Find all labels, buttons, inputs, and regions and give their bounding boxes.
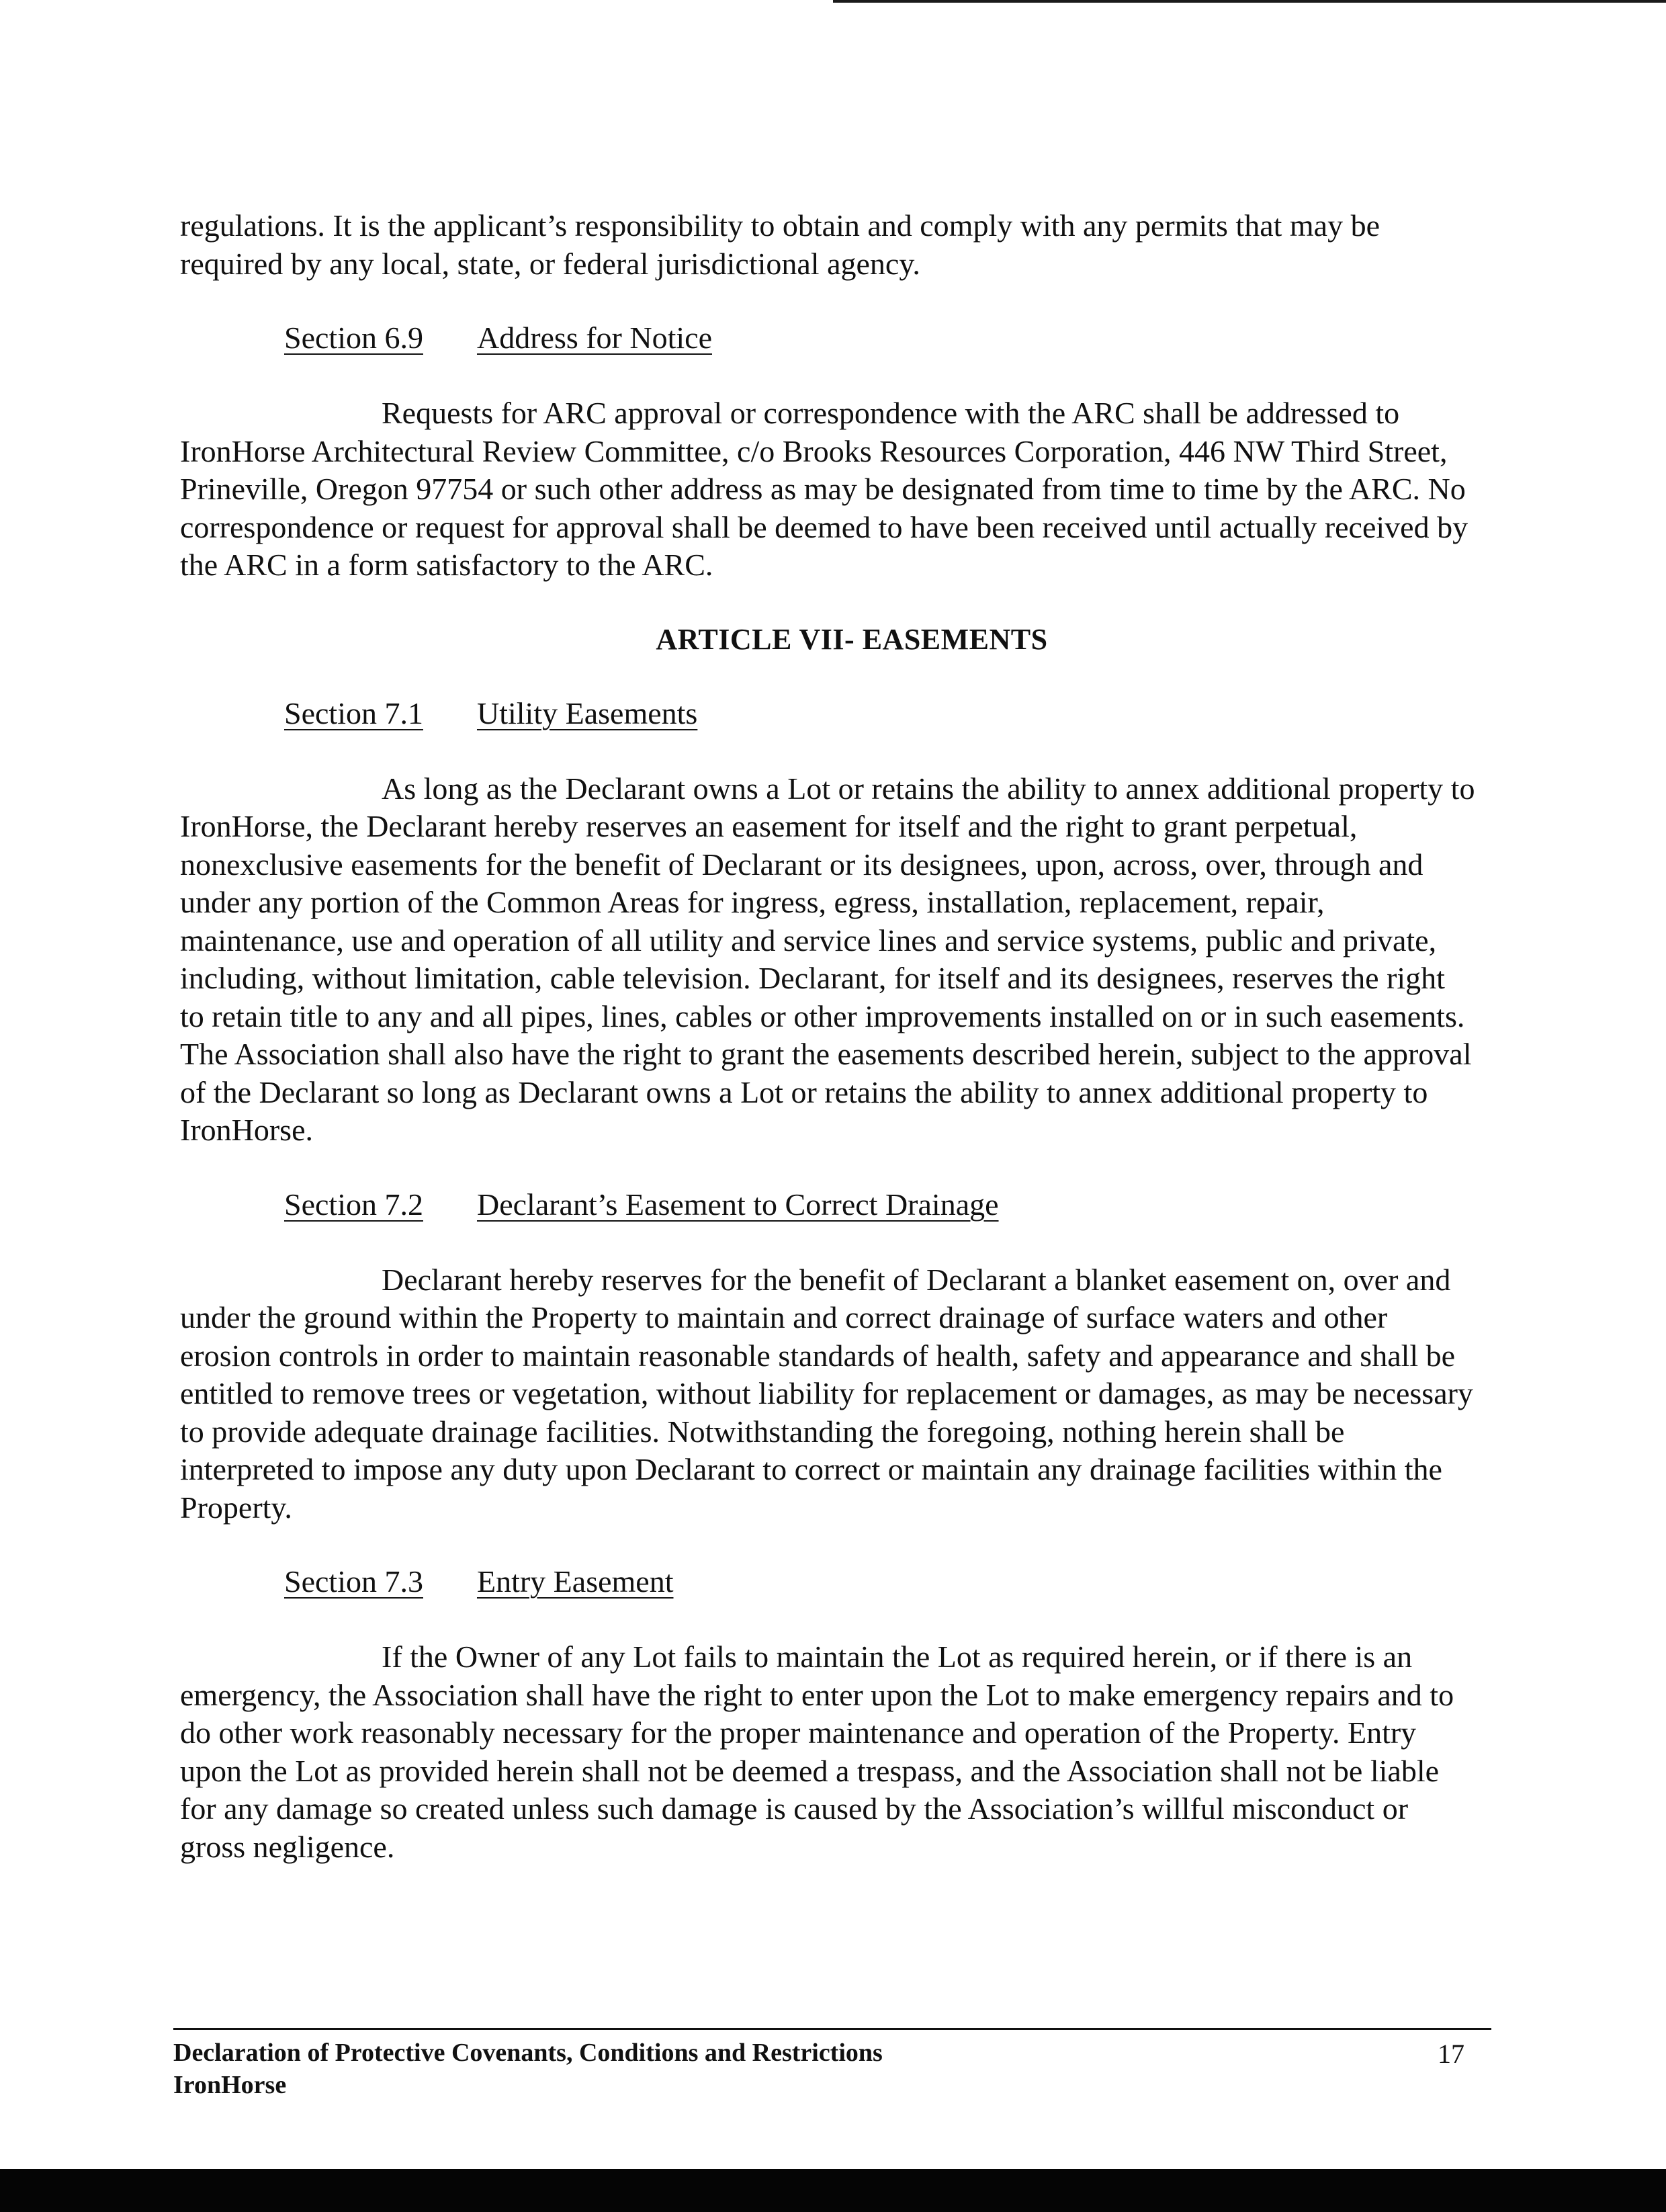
section-6-9-heading <box>180 319 1477 357</box>
section-number: Section 6.9 <box>284 321 423 355</box>
footer-community-name: IronHorse <box>173 2071 287 2099</box>
section-number: Section 7.2 <box>284 1187 423 1222</box>
section-7-2-heading <box>180 1186 1477 1224</box>
scan-bottom-edge <box>0 2169 1666 2212</box>
page-number: 17 <box>1438 2039 1464 2069</box>
section-title: Utility Easements <box>476 695 698 730</box>
section-7-3-heading <box>180 1563 1477 1601</box>
page-footer <box>173 2028 1491 2101</box>
section-7-2-body: Declarant hereby reserves for the benefit of Declarant a blanket easement on, over and under the ground within the Property to maintain and correct drainage of surface waters and other erosion controls in order to maintain reasonable standards of health, safety and appearance and shall be entitled to remove trees or vegetation, without liability for replacement or damages, as may be necessary to provide adequate drainage facilities. Notwithstanding the foregoing, nothing herein shall be interpreted to impose any duty upon Declarant to correct or maintain any drainage facilities within the Property. <box>180 1262 1473 1525</box>
section-7-3-body: If the Owner of any Lot fails to maintain the Lot as required herein, or if there is an emergency, the Association shall have the right to enter upon the Lot to make emergency repairs and to do other work reasonably necessary for the proper maintenance and operation of the Property. Entry upon the Lot as provided herein shall not be deemed a trespass, and the Association shall not be liable for any damage so created unless such damage is caused by the Association’s willful misconduct or gross negligence. <box>180 1640 1454 1864</box>
section-title: Address for Notice <box>476 321 712 355</box>
footer-document-title: Declaration of Protective Covenants, Conditions and Restrictions <box>173 2039 883 2067</box>
intro-paragraph: regulations. It is the applicant’s responsibility to obtain and comply with any permits that may be required by any local, state, or federal jurisdictional agency. <box>180 208 1380 281</box>
document-body <box>180 207 1477 1866</box>
section-7-1-body: As long as the Declarant owns a Lot or retains the ability to annex additional property to IronHorse, the Declarant hereby reserves an easement for itself and the right to grant perpetual, nonexclusive easements for the benefit of Declarant or its designees, upon, across, over, through and under any portion of the Common Areas for ingress, egress, installation, replacement, repair, maintenance, use and operation of all utility and service lines and service systems, public and private, including, without limitation, cable television. Declarant, for itself and its designees, reserves the right to retain title to any and all pipes, lines, cables or other improvements installed on or in such easements. The Association shall also have the right to grant the easements described herein, subject to the approval of the Declarant so long as Declarant owns a Lot or retains the ability to annex additional property to IronHorse. <box>180 771 1475 1147</box>
section-6-9-body: Requests for ARC approval or correspondence with the ARC shall be addressed to IronHorse Architectural Review Committee, c/o Brooks Resources Corporation, 446 NW Third Street, Prineville, Oregon 97754 or such other address as may be designated from time to time by the ARC. No correspondence or request for approval shall be deemed to have been received until actually received by the ARC in a form satisfactory to the ARC. <box>180 396 1468 582</box>
section-number: Section 7.3 <box>284 1564 423 1599</box>
section-title: Entry Easement <box>476 1564 674 1599</box>
section-number: Section 7.1 <box>284 695 423 730</box>
scan-top-edge <box>833 0 1666 3</box>
section-7-1-heading <box>180 695 1477 732</box>
section-title: Declarant’s Easement to Correct Drainage <box>476 1187 999 1222</box>
article-title: ARTICLE VII- EASEMENTS <box>656 622 1048 656</box>
